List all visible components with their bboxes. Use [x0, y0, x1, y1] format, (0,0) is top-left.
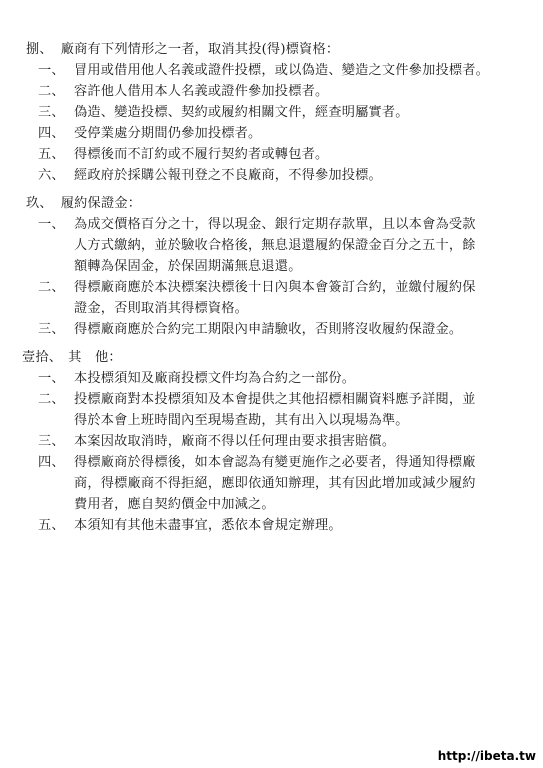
item-text: 費用者，應自契約價金中加減之。: [74, 497, 275, 512]
section-heading-8: [26, 40, 339, 60]
item-text: 本須知有其他未盡事宜，悉依本會規定辦理。: [74, 518, 342, 533]
section-title: 其 他：: [68, 350, 122, 365]
list-item: [38, 369, 65, 389]
item-text: 容許他人借用本人名義或證件參加投標者。: [74, 84, 329, 99]
item-number: 三、: [38, 322, 65, 337]
list-item: [38, 278, 65, 298]
list-item: [38, 215, 65, 235]
item-number: 四、: [38, 455, 65, 470]
item-text: 偽造、變造投標、契約或履約相關文件，經查明屬實者。: [74, 105, 409, 120]
section-title: 履約保證金：: [60, 196, 142, 211]
item-text: 本投標須知及廠商投標文件均為合約之一部份。: [74, 371, 356, 386]
list-item: [38, 320, 65, 340]
list-item: [38, 432, 65, 452]
list-item: [38, 61, 65, 81]
item-text: 得標廠商於得標後，如本會認為有變更施作之必要者，得通知得標廠: [74, 455, 476, 470]
item-number: 三、: [38, 434, 65, 449]
section-title: 廠商有下列情形之一者，取消其投(得)標資格：: [60, 42, 340, 57]
list-item: [38, 82, 65, 102]
item-text: 經政府於採購公報刊登之不良廠商，不得參加投標。: [74, 168, 382, 183]
item-text: 得標廠商應於本決標案決標後十日內與本會簽訂合約，並繳付履約保: [74, 280, 476, 295]
item-number: 一、: [38, 63, 65, 78]
section-heading-10: [22, 348, 122, 368]
list-item: [38, 145, 65, 165]
item-number: 一、: [38, 217, 65, 232]
item-text: 冒用或借用他人名義或證件投標，或以偽造、變造之文件參加投標者。: [74, 63, 490, 78]
item-number: 二、: [38, 280, 65, 295]
item-text: 商，得標廠商不得拒絕，應即依通知辦理，其有因此增加或減少履約: [74, 476, 476, 491]
item-text: 得於本會上班時間內至現場查勘，其有出入以現場為準。: [74, 413, 409, 428]
item-text: 得標後而不訂約或不履行契約者或轉包者。: [74, 147, 329, 162]
item-text: 證金，否則取消其得標資格。: [74, 301, 249, 316]
item-text: 為成交價格百分之十，得以現金、銀行定期存款單，且以本會為受款: [74, 217, 476, 232]
list-item: [38, 124, 65, 144]
item-number: 二、: [38, 392, 65, 407]
list-item: [38, 390, 65, 410]
section-number: 壹拾、: [22, 350, 63, 365]
list-item: [38, 453, 65, 473]
item-number: 五、: [38, 147, 65, 162]
item-number: 一、: [38, 371, 65, 386]
list-item: [38, 516, 65, 536]
section-number: 玖、: [26, 196, 53, 211]
list-item: [38, 103, 65, 123]
item-number: 五、: [38, 518, 65, 533]
item-number: 二、: [38, 84, 65, 99]
item-text: 投標廠商對本投標須知及本會提供之其他招標相關資料應予詳閱，並: [74, 392, 476, 407]
item-text: 受停業處分期間仍參加投標者。: [74, 126, 262, 141]
section-heading-9: [26, 194, 141, 214]
item-text: 人方式繳納，並於驗收合格後，無息退還履約保證金百分之五十，餘: [74, 238, 476, 253]
item-number: 六、: [38, 168, 65, 183]
item-text: 本案因故取消時，廠商不得以任何理由要求損害賠償。: [74, 434, 396, 449]
item-text: 額轉為保固金，於保固期滿無息退還。: [74, 259, 302, 274]
section-number: 捌、: [26, 42, 53, 57]
item-number: 四、: [38, 126, 65, 141]
list-item: [38, 166, 65, 186]
item-number: 三、: [38, 105, 65, 120]
item-text: 得標廠商應於合約完工期限內申請驗收，否則將沒收履約保證金。: [74, 322, 463, 337]
watermark-url: http://ibeta.tw: [437, 749, 536, 763]
